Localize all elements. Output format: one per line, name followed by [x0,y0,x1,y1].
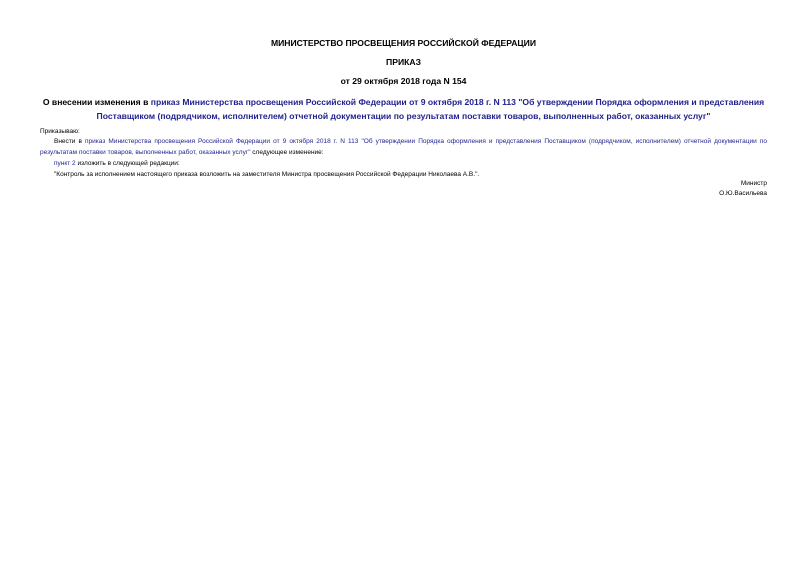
ministry-heading: МИНИСТЕРСТВО ПРОСВЕЩЕНИЯ РОССИЙСКОЙ ФЕДЕРАЦИИ [270,38,537,48]
para-suffix: следующее изменение: [250,148,324,156]
signer-name: О.Ю.Васильева [719,190,767,197]
para-prefix: Внести в [54,138,86,145]
signer-title: Министр [740,180,767,187]
item-suffix: изложить в следующей редакции: [75,160,180,167]
paragraph-quote: "Контроль за исполнением настоящего приказа возложить на заместителя Министра просвещения Российской Федерации Николаева А.В.". [54,171,480,178]
title-prefix: О внесении изменения в [42,97,151,107]
order-date: от 29 октября 2018 года N 154 [340,76,467,86]
para-link[interactable]: приказ Министерства просвещения Российской Федерации от 9 октября 2018 г. N 113 "Об утверждении Порядка оформления и представления Поставщиком (подрядчиком, исполнителем) отчетной документации по результатам поставки товаров, выполненных работ, оказанных услуг" [40,138,767,156]
order-heading: ПРИКАЗ [386,57,421,67]
title-link[interactable]: приказ Министерства просвещения Российской Федерации от 9 октября 2018 г. N 113 "Об утверждении Порядка оформления и представления Поставщиком (подрядчиком, исполнителем) отчетной документации по результатам поставки товаров, выполненных работ, оказанных услуг" [96,97,765,121]
item-link[interactable]: пункт 2 [54,160,76,167]
paragraph-item [54,159,180,170]
paragraph-main [40,137,767,158]
orders-label: Приказываю: [40,128,80,135]
order-title [40,95,767,123]
